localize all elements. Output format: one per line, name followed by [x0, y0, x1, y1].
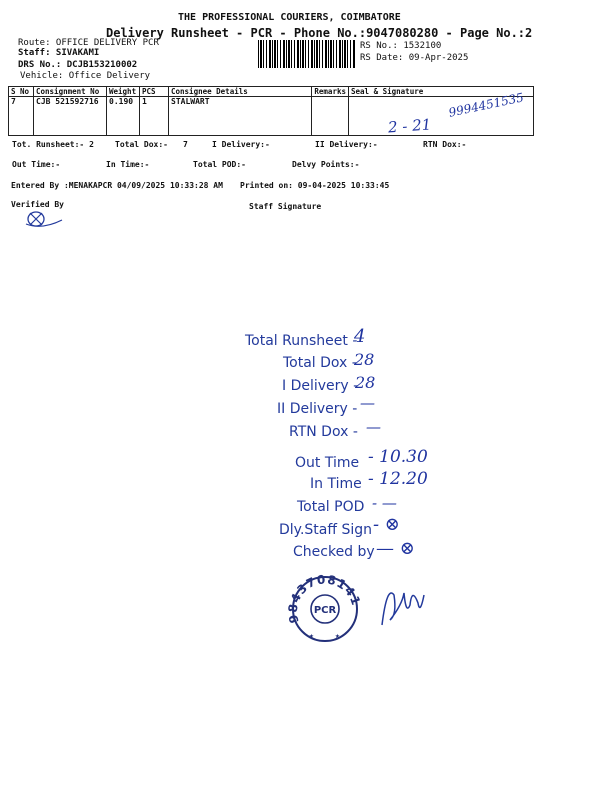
hw-checked-by-value: — ⊗ [376, 538, 415, 559]
hw-rtn-dox-label: RTN Dox - [289, 424, 358, 440]
barcode [258, 40, 356, 68]
ii-delivery-label: II Delivery:- [315, 140, 378, 149]
hw-total-dox-label: Total Dox - [283, 355, 357, 371]
printed-on: Printed on: 09-04-2025 10:33:45 [240, 181, 390, 190]
cell-weight: 0.190 [107, 97, 140, 136]
staff-label: Staff: SIVAKAMI [18, 48, 100, 58]
cell-sno: 7 [9, 97, 34, 136]
tot-runsheet: Tot. Runsheet:- 2 [12, 140, 94, 149]
col-header-weight: Weight [107, 87, 140, 97]
col-header-sno: S No [9, 87, 34, 97]
hw-checked-by-label: Checked by [293, 544, 375, 560]
staff-signature-scrawl [372, 575, 432, 635]
hw-in-time-value: - 12.20 [368, 469, 428, 489]
entered-by: Entered By :MENAKAPCR 04/09/2025 10:33:28 AM [11, 181, 223, 190]
hw-total-dox-value: 28 [354, 350, 375, 369]
rs-number: RS No.: 1532100 [360, 41, 442, 51]
total-dox-value: 7 [183, 140, 188, 149]
out-time-label: Out Time:- [12, 160, 61, 169]
hw-total-runsheet-value: 4 [354, 326, 366, 347]
total-dox-label: Total Dox:- [115, 140, 168, 149]
stamp-star-left: ★ [309, 631, 314, 640]
verified-signature-scribble [22, 208, 66, 230]
pcr-stamp [285, 574, 365, 644]
total-pod-label: Total POD:- [193, 160, 246, 169]
hw-ii-delivery-value: — [360, 394, 375, 412]
table-header-row [9, 87, 534, 97]
hw-dly-staff-sign-label: Dly.Staff Sign [279, 522, 372, 538]
col-header-pcs: PCS [140, 87, 169, 97]
stamp-ring-text: 9843708141 [285, 574, 364, 625]
vehicle-label: Vehicle: Office Delivery [20, 71, 151, 81]
company-name: THE PROFESSIONAL COURIERS, COIMBATORE [178, 12, 401, 23]
col-header-consignee: Consignee Details [169, 87, 312, 97]
drs-number: DRS No.: DCJB153210002 [18, 60, 138, 70]
route-label: Route: OFFICE DELIVERY PCR [18, 38, 159, 48]
col-header-seal: Seal & Signature [349, 87, 534, 97]
phone-handwritten-note: 9994451535 [447, 90, 525, 120]
hw-i-delivery-value: 28 [355, 373, 376, 392]
hw-rtn-dox-value: — [366, 418, 381, 436]
staff-signature-label: Staff Signature [249, 202, 322, 211]
cell-consignee: STALWART [169, 97, 312, 136]
rtn-dox-label: RTN Dox:- [423, 140, 467, 149]
hw-dly-staff-sign-value: - ⊗ [373, 514, 400, 535]
seal-handwritten-note: 2 - 21 [387, 115, 432, 137]
i-delivery-label: I Delivery:- [212, 140, 270, 149]
hw-in-time-label: In Time [310, 476, 362, 492]
col-header-remarks: Remarks [312, 87, 349, 97]
hw-total-runsheet-label: Total Runsheet - [245, 333, 358, 349]
hw-out-time-label: Out Time [295, 455, 360, 471]
stamp-star-right: ★ [335, 631, 340, 640]
col-header-consignment: Consignment No [34, 87, 107, 97]
stamp-center-text: PCR [313, 605, 337, 616]
rs-date: RS Date: 09-Apr-2025 [360, 53, 469, 63]
cell-pcs: 1 [140, 97, 169, 136]
hw-total-pod-value: - — [372, 494, 397, 512]
hw-total-pod-label: Total POD [297, 499, 365, 515]
hw-ii-delivery-label: II Delivery - [277, 401, 358, 417]
cell-consignment: CJB 521592716 [34, 97, 107, 136]
svg-text:9843708141 [286, 574, 364, 624]
hw-i-delivery-label: I Delivery - [282, 378, 359, 394]
verified-by-label: Verified By [11, 200, 64, 209]
delvy-points-label: Delvy Points:- [292, 160, 360, 169]
cell-remarks [312, 97, 349, 136]
hw-out-time-value: - 10.30 [368, 447, 428, 467]
in-time-label: In Time:- [106, 160, 150, 169]
runsheet-title: Delivery Runsheet - PCR - Phone No.:9047080280 - Page No.:2 [106, 26, 533, 40]
